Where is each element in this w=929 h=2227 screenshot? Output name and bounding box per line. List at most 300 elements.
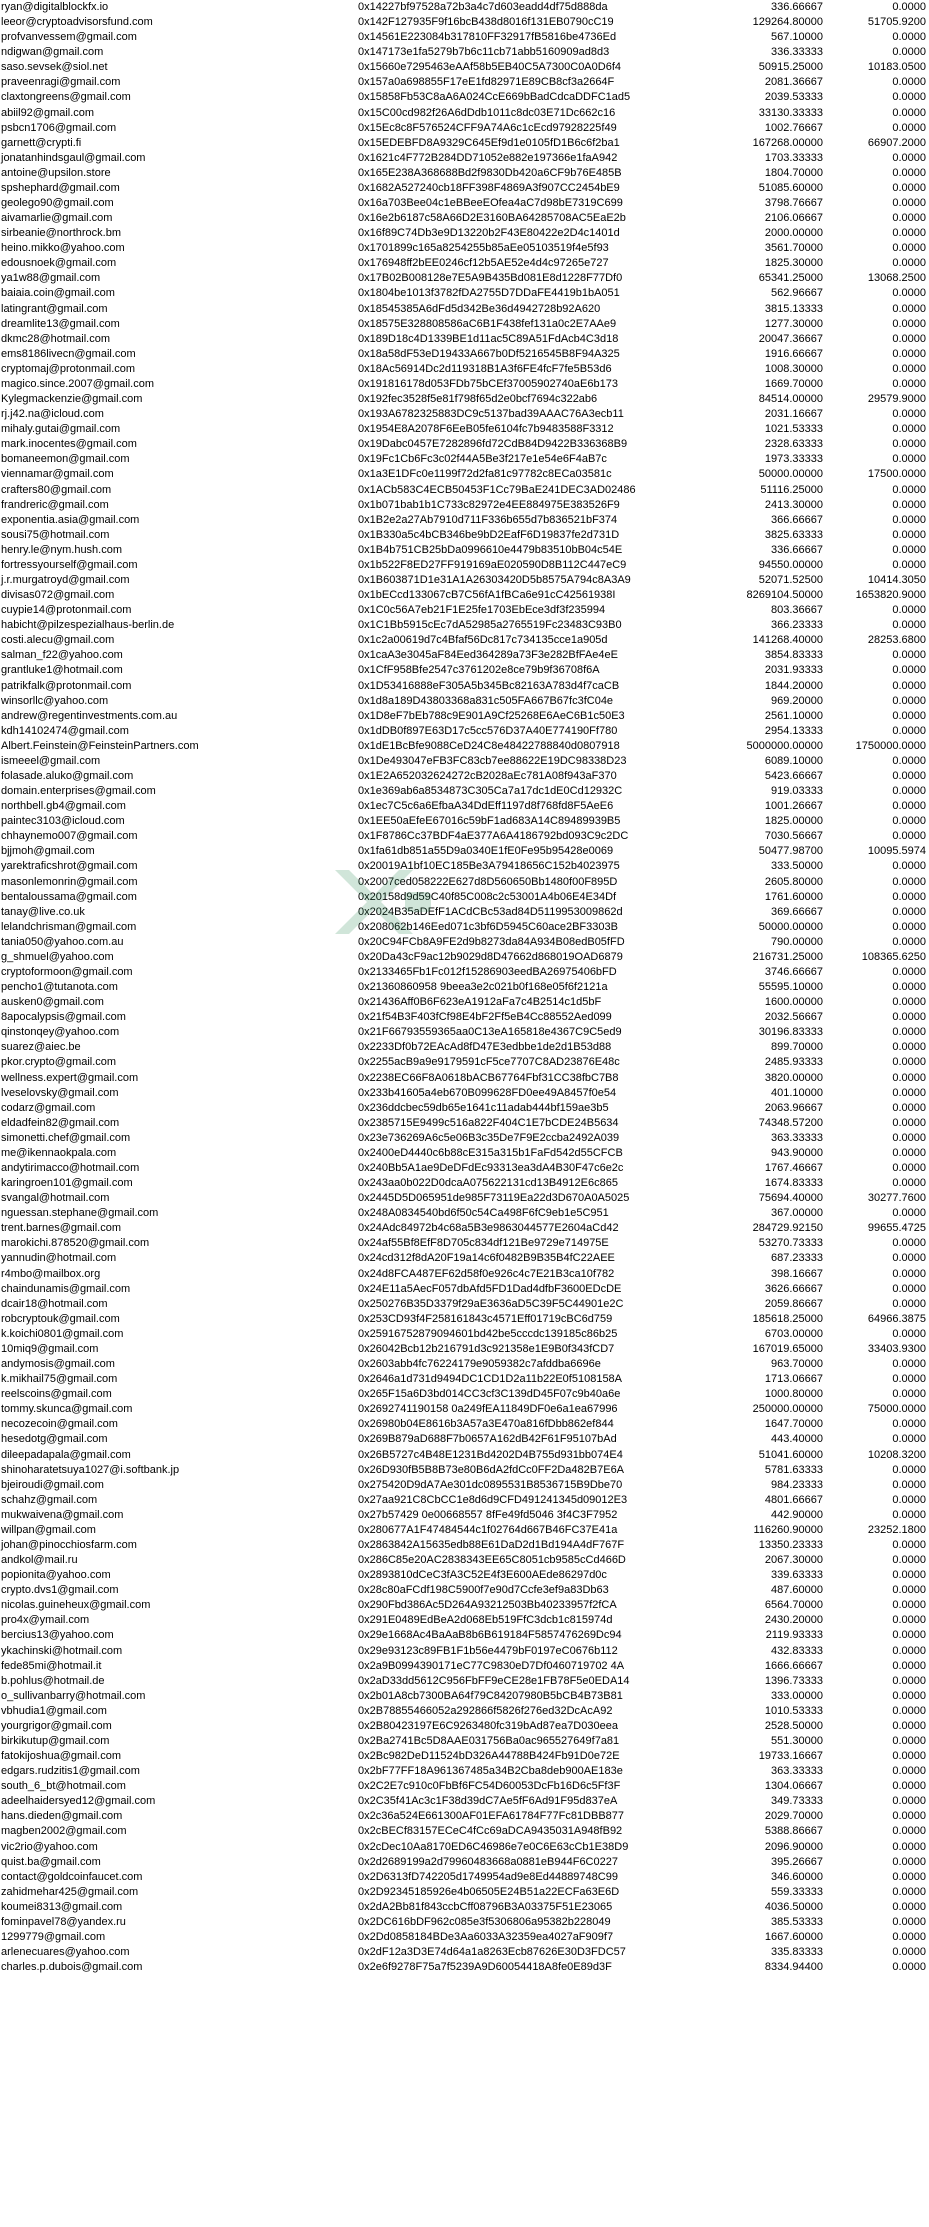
balance-cell: 6089.10000 [764,754,823,767]
email-cell: mihaly.gutai@gmail.com [1,423,121,436]
allocation-cell: 0.0000 [892,1267,926,1280]
allocation-cell: 1653820.9000 [855,589,926,602]
email-cell: r4mbo@mailbox.org [1,1267,101,1280]
allocation-cell: 10208.3200 [867,1448,926,1461]
allocation-cell: 0.0000 [892,151,926,164]
table-row [0,332,929,347]
balance-cell: 1304.06667 [764,1780,823,1793]
allocation-cell: 0.0000 [892,513,926,526]
email-cell: fatokijoshua@gmail.com [1,1750,121,1763]
table-row [0,528,929,543]
balance-cell: 20047.36667 [758,332,823,345]
email-cell: northbell.gb4@gmail.com [1,800,126,813]
wallet-address-cell: 0x275420D9dA7Ae301dc0895531B8536715B9Dbe70 [358,1478,623,1491]
table-row [0,15,929,30]
wallet-address-cell: 0x18a58dF53eD19433A667b0Df5216545B8F94A325 [358,347,620,360]
wallet-address-cell: 0x1EE50aEfeE67016c59bF1ad683A14C89489939B5 [358,815,621,828]
allocation-cell: 28253.6800 [867,634,926,647]
balance-cell: 6564.70000 [764,1599,823,1612]
wallet-address-cell: 0x1D8eF7bEb788c9E901A9Cf25268E6AeC6B1c50E3 [358,709,625,722]
wallet-address-cell: 0x269B879aD688F7b0657A162dB42F61F95107bAd [358,1433,617,1446]
table-row [0,1915,929,1930]
allocation-cell: 0.0000 [892,1463,926,1476]
wallet-address-cell: 0x2D92345185926e4b06505E24B51a22ECFa63E6D [358,1885,620,1898]
email-cell: patrikfalk@protonmail.com [1,679,132,692]
table-row [0,769,929,784]
email-cell: praveenragi@gmail.com [1,76,121,89]
email-cell: heino.mikko@yahoo.com [1,242,125,255]
table-row [0,618,929,633]
allocation-cell: 108365.6250 [861,950,926,963]
wallet-address-cell: 0x157a0a698855F17eE1fd82971E89CB8cf3a2664F [358,76,615,89]
allocation-cell: 64966.3875 [867,1312,926,1325]
balance-cell: 129264.80000 [752,16,823,29]
table-row [0,1689,929,1704]
balance-cell: 216731.25000 [752,950,823,963]
email-cell: hesedotg@gmail.com [1,1433,108,1446]
table-row [0,347,929,362]
allocation-cell: 0.0000 [892,287,926,300]
wallet-address-cell: 0x20019A1bf10EC185Be3A79418656C152b4023975 [358,860,620,873]
allocation-cell: 0.0000 [892,121,926,134]
table-row [0,1251,929,1266]
allocation-cell: 0.0000 [892,1734,926,1747]
balance-cell: 443.40000 [771,1433,823,1446]
wallet-address-cell: 0x26D930fB5B8B73e80B6dA2fdCc0FF2Da482B7E6A [358,1463,625,1476]
wallet-address-cell: 0x192fec3528f5e81f798f65d2e0bcf7694c322ab6 [358,393,598,406]
table-row [0,1086,929,1101]
balance-cell: 2059.86667 [764,1297,823,1310]
email-cell: popionita@yahoo.com [1,1569,111,1582]
allocation-cell: 0.0000 [892,166,926,179]
table-row [0,181,929,196]
balance-cell: 487.60000 [771,1584,823,1597]
wallet-address-cell: 0x1dDB0f897E63D17c5cc576D37A40E774190Ff780 [358,724,618,737]
balance-cell: 1010.53333 [764,1704,823,1717]
wallet-address-cell: 0x1De493047eFB3FC83cb7ee88622E19DC98338D23 [358,754,627,767]
wallet-address-cell: 0x17B02B008128e7E5A9B435Bd081E8d1228F77Df0 [358,272,623,285]
allocation-cell: 0.0000 [892,362,926,375]
email-cell: andkol@mail.ru [1,1554,78,1567]
balance-cell: 2029.70000 [764,1810,823,1823]
allocation-cell: 0.0000 [892,966,926,978]
email-cell: vic2rio@yahoo.com [1,1840,98,1853]
table-row [0,30,929,45]
email-cell: jonatanhindsgaul@gmail.com [1,151,146,164]
table-row [0,950,929,965]
allocation-cell: 0.0000 [892,498,926,511]
balance-cell: 50000.00000 [758,468,823,481]
allocation-cell: 0.0000 [892,1508,926,1521]
wallet-address-cell: 0x1E2A652032624272cB2028aEc781A08f943aF370 [358,769,617,782]
email-cell: latingrant@gmail.com [1,302,108,315]
wallet-address-cell: 0x1C0c56A7eb21F1E25fe1703EbEce3df3f235994 [358,604,606,617]
wallet-address-cell: 0x21F66793559365aa0C13eA165818e4367C9C5ed9 [358,1026,622,1039]
balance-cell: 50477.98700 [758,845,823,858]
wallet-address-cell: 0x2cBECf83157ECeC4fCc69aDCA9435031A948fB92 [358,1825,623,1838]
balance-cell: 13350.23333 [758,1538,823,1551]
email-cell: codarz@gmail.com [1,1101,96,1114]
balance-cell: 363.33333 [771,1131,823,1144]
balance-cell: 1767.46667 [764,1162,823,1175]
balance-cell: 2119.93333 [765,1629,823,1642]
balance-cell: 4801.66667 [764,1493,823,1506]
email-cell: trent.barnes@gmail.com [1,1222,121,1235]
table-row [0,75,929,90]
allocation-cell: 33403.9300 [867,1342,926,1355]
allocation-cell: 0.0000 [892,785,926,798]
balance-cell: 3626.66667 [764,1282,823,1295]
table-row [0,890,929,905]
allocation-cell: 0.0000 [892,1614,926,1627]
wallet-address-cell: 0x20158d9d59C40f85C008c2c53001A4b06E4E34Df [358,890,617,903]
table-row [0,1357,929,1372]
wallet-address-cell: 0x19Fc1Cb6Fc3c02f44A5Be3f217e1e54e6F4aB7c [358,453,607,466]
table-row [0,1417,929,1432]
email-cell: quist.ba@gmail.com [1,1855,101,1868]
email-cell: geolego90@gmail.com [1,197,114,210]
table-row [0,1764,929,1779]
allocation-cell: 0.0000 [892,1554,926,1567]
allocation-cell: 0.0000 [892,317,926,330]
table-row [0,513,929,528]
table-row [0,558,929,573]
table-row [0,1538,929,1553]
balance-cell: 369.66667 [771,905,823,918]
allocation-cell: 0.0000 [892,1931,926,1943]
email-cell: arlenecuares@yahoo.com [1,1946,130,1959]
email-cell: rj.j42.na@icloud.com [1,408,104,421]
table-row [0,1628,929,1643]
email-cell: mark.inocentes@gmail.com [1,438,137,451]
email-cell: henry.le@nym.hush.com [1,543,123,556]
email-cell: habicht@pilzespezialhaus-berlin.de [1,619,175,632]
wallet-address-cell: 0x15EDEBFD8A9329C645Ef9d1e0105fD1B6c6f2ba1 [358,136,620,149]
table-row [0,407,929,422]
email-cell: j.r.murgatroyd@gmail.com [1,573,130,586]
wallet-address-cell: 0x142F127935F9f16bcB438d8016f131EB0790cC19 [358,16,614,29]
wallet-address-cell: 0x1e369ab6a8534873C305Ca7a17dc1dE0Cd12932C [358,785,623,798]
email-cell: ems8186livecn@gmail.com [1,347,136,360]
allocation-cell: 0.0000 [892,227,926,240]
table-row [0,754,929,769]
balance-cell: 899.70000 [771,1041,823,1054]
table-row [0,1598,929,1613]
wallet-address-cell: 0x236ddcbec59db65e1641c11adab444bf159ae3b5 [358,1101,609,1114]
balance-cell: 943.90000 [771,1146,823,1159]
table-row [0,1734,929,1749]
email-cell: abiil92@gmail.com [1,106,95,119]
wallet-address-cell: 0x1804be1013f3782fDA2755D7DDaFE4419b1bA051 [358,287,620,300]
wallet-address-cell: 0x2400eD4440c6b88cE315a315b1FaFd542d55CFCB [358,1146,623,1159]
wallet-address-cell: 0x250276B35D3379f29aE3636aD5C39F5C44901e2C [358,1297,624,1310]
email-cell: pro4x@ymail.com [1,1614,90,1627]
wallet-address-cell: 0x1C1Bb5915cEc7dA52985a2765519Fc23483C93B0 [358,619,622,632]
allocation-cell: 0.0000 [892,875,926,888]
allocation-cell: 0.0000 [892,438,926,451]
allocation-cell: 0.0000 [892,1885,926,1898]
email-cell: bjeiroudi@gmail.com [1,1478,104,1491]
table-row [0,1387,929,1402]
email-cell: sirbeanie@northrock.bm [1,227,121,240]
wallet-address-cell: 0x25916752879094601bd42be5cccdc139185c86b25 [358,1327,618,1340]
balance-cell: 2954.13333 [764,724,823,737]
wallet-address-cell: 0x15Ec8c8F576524CFF9A74A6c1cEcd97928225f49 [358,121,617,134]
wallet-address-cell: 0x24E11a5AecF057dbAfd5FD1Dad4dfbF3600EDcDE [358,1282,622,1295]
balance-cell: 363.33333 [771,1765,823,1778]
email-cell: chaindunamis@gmail.com [1,1282,131,1295]
allocation-cell: 0.0000 [892,106,926,119]
allocation-cell: 75000.0000 [867,1403,926,1416]
table-row [0,196,929,211]
balance-cell: 687.23333 [771,1252,823,1265]
allocation-cell: 0.0000 [892,1900,926,1913]
wallet-address-cell: 0x1B330a5c4bCB346be9bD2EafF6D19837fe2d731D [358,528,620,541]
table-row [0,1659,929,1674]
table-row [0,1749,929,1764]
allocation-cell: 0.0000 [892,1840,926,1853]
table-row [0,1674,929,1689]
wallet-address-cell: 0x208062b146Eed071c3bf6D5945C60ace2BF3303B [358,920,618,933]
allocation-cell: 0.0000 [892,1252,926,1265]
email-cell: salman_f22@yahoo.com [1,649,123,662]
email-cell: 10miq9@gmail.com [1,1342,99,1355]
wallet-address-cell: 0x26042Bcb12b216791d3c921358e1E9B0f343fCD7 [358,1342,615,1355]
table-row [0,1493,929,1508]
balance-cell: 4036.50000 [764,1900,823,1913]
balance-cell: 51116.25000 [760,483,823,496]
allocation-cell: 0.0000 [892,302,926,315]
allocation-cell: 99655.4725 [867,1222,926,1235]
balance-cell: 2413.30000 [764,498,823,511]
email-cell: cuypie14@protonmail.com [1,604,132,617]
table-row [0,1583,929,1598]
balance-cell: 50000.00000 [758,920,823,933]
wallet-address-cell: 0x191816178d053FDb75bCEf37005902740aE6b173 [358,377,618,390]
email-cell: dileepadapala@gmail.com [1,1448,131,1461]
balance-cell: 5423.66667 [764,769,823,782]
wallet-address-cell: 0x2445D5D065951de985F73119Ea22d3D670A0A5025 [358,1192,630,1205]
email-cell: tania050@yahoo.com.au [1,935,124,948]
allocation-cell: 1750000.0000 [855,739,926,752]
wallet-address-cell: 0x29e1668Ac4BaAaB8b6B619184F5857476269Dc94 [358,1629,622,1642]
table-row [0,1267,929,1282]
wallet-address-cell: 0x248A0834540bd6f50c54Ca498F6fC9eb1e5C951 [358,1207,609,1220]
allocation-cell: 0.0000 [892,1146,926,1159]
balance-cell: 5388.86667 [764,1825,823,1838]
table-row [0,211,929,226]
wallet-address-cell: 0x18545385A6dFd5d342Be36d4942728b92A620 [358,302,601,315]
allocation-cell: 0.0000 [892,1418,926,1431]
wallet-address-cell: 0x1fa61db851a55D9a0340E1fE0Fe95b95428e0069 [358,845,614,858]
email-cell: nguessan.stephane@gmail.com [1,1207,159,1220]
email-cell: mukwaivena@gmail.com [1,1508,124,1521]
table-row [0,648,929,663]
allocation-cell: 13068.2500 [867,272,926,285]
wallet-address-cell: 0x16e2b6187c58A66D2E3160BA64285708AC5EaE2b [358,212,626,225]
balance-cell: 2063.96667 [764,1101,823,1114]
allocation-cell: 0.0000 [892,1478,926,1491]
email-cell: zahidmehar425@gmail.com [1,1885,139,1898]
email-cell: baiaia.coin@gmail.com [1,287,115,300]
wallet-address-cell: 0x2B80423197E6C9263480fc319bAd87ea7D030eea [358,1719,618,1732]
balance-cell: 366.66667 [771,513,823,526]
allocation-cell: 0.0000 [892,181,926,194]
allocation-cell: 0.0000 [892,1599,926,1612]
table-row [0,784,929,799]
wallet-address-cell: 0x1c2a00619d7c4Bfaf56Dc817c734135cce1a905d [358,634,608,647]
balance-cell: 6703.00000 [764,1327,823,1340]
email-cell: andrew@regentinvestments.com.au [1,709,178,722]
balance-cell: 94550.00000 [758,558,823,571]
balance-cell: 1973.33333 [764,453,823,466]
wallet-address-cell: 0x165E238A368688Bd2f9830Db420a6CF9b76E485B [358,166,622,179]
email-cell: chhaynemo007@gmail.com [1,830,138,843]
allocation-cell: 0.0000 [892,920,926,933]
wallet-address-cell: 0x1d8a189D43803368a831c505FA667B67fc3fC04e [358,694,614,707]
allocation-cell: 0.0000 [892,1719,926,1732]
allocation-cell: 0.0000 [892,46,926,59]
balance-cell: 346.60000 [771,1870,823,1883]
allocation-cell: 0.0000 [892,1177,926,1190]
email-cell: wellness.expert@gmail.com [1,1071,139,1084]
balance-cell: 3820.00000 [764,1071,823,1084]
table-row [0,1523,929,1538]
balance-cell: 442.90000 [771,1508,823,1521]
wallet-address-cell: 0x2bF77FF18A961367485a34B2Cba8deb900AE183e [358,1765,623,1778]
allocation-cell: 0.0000 [892,1056,926,1069]
balance-cell: 65341.25000 [758,272,823,285]
balance-cell: 567.10000 [771,31,823,44]
allocation-cell: 0.0000 [892,1041,926,1054]
allocation-cell: 0.0000 [892,1,926,13]
balance-cell: 30196.83333 [758,1026,823,1039]
balance-cell: 432.83333 [771,1644,823,1657]
allocation-cell: 0.0000 [892,1765,926,1778]
balance-cell: 398.16667 [771,1267,823,1280]
allocation-cell: 0.0000 [892,423,926,436]
allocation-cell: 0.0000 [892,1946,926,1959]
table-row [0,1236,929,1251]
email-cell: viennamar@gmail.com [1,468,114,481]
wallet-address-cell: 0x2cDec10Aa8170ED6C46986e7e0C6E63cCb1E38D9 [358,1840,629,1853]
table-row [0,452,929,467]
allocation-cell: 0.0000 [892,1674,926,1687]
balance-cell: 385.53333 [771,1915,823,1928]
balance-cell: 1277.30000 [764,317,823,330]
balance-cell: 349.73333 [771,1795,823,1808]
allocation-cell: 0.0000 [892,1358,926,1371]
balance-cell: 1600.00000 [764,996,823,1009]
allocation-cell: 0.0000 [892,860,926,873]
allocation-cell: 0.0000 [892,528,926,541]
allocation-cell: 0.0000 [892,1011,926,1024]
email-cell: spshephard@gmail.com [1,181,120,194]
email-cell: bomaneemon@gmail.com [1,453,130,466]
wallet-address-cell: 0x1621c4F772B284DD71052e882e197366e1faA942 [358,151,618,164]
email-cell: contact@goldcoinfaucet.com [1,1870,143,1883]
table-row [0,543,929,558]
balance-cell: 3854.83333 [764,649,823,662]
table-row [0,1508,929,1523]
email-cell: reelscoins@gmail.com [1,1388,112,1401]
table-row [0,1613,929,1628]
table-row [0,1161,929,1176]
email-cell: necozecoin@gmail.com [1,1418,118,1431]
wallet-address-cell: 0x15660e7295463eAAf58b5EB40C5A7300C0A0D6f4 [358,61,621,74]
email-cell: johan@pinocchiosfarm.com [1,1538,137,1551]
email-cell: nicolas.guineheux@gmail.com [1,1599,151,1612]
email-cell: winsorllc@yahoo.com [1,694,109,707]
wallet-address-cell: 0x2DC616bDF962c085e3f5306806a95382b228049 [358,1915,611,1928]
table-row [0,1960,929,1975]
table-row [0,1010,929,1025]
allocation-cell: 0.0000 [892,332,926,345]
table-row [0,588,929,603]
balance-cell: 1396.73333 [764,1674,823,1687]
table-row [0,226,929,241]
allocation-cell: 0.0000 [892,1237,926,1250]
allocation-cell: 0.0000 [892,1162,926,1175]
allocation-cell: 0.0000 [892,1086,926,1099]
allocation-cell: 0.0000 [892,935,926,948]
table-row [0,859,929,874]
wallet-address-cell: 0x1a3E1DFc0e1199f72d2fa81c97782c8ECa03581c [358,468,612,481]
wallet-address-cell: 0x16a703Bee04c1eBBeeEOfea4aC7d98bE7319C699 [358,197,623,210]
allocation-cell: 0.0000 [892,197,926,210]
wallet-address-cell: 0x233b41605a4eb670B099628FD0ee49A8457f0e54 [358,1086,617,1099]
email-cell: Albert.Feinstein@FeinsteinPartners.com [1,739,199,752]
allocation-cell: 0.0000 [892,649,926,662]
allocation-cell: 0.0000 [892,483,926,496]
wallet-address-cell: 0x19Dabc0457E7282896fd72CdB84D9422B336368B9 [358,438,628,451]
table-row [0,106,929,121]
allocation-cell: 0.0000 [892,996,926,1009]
allocation-cell: 0.0000 [892,1373,926,1386]
balance-cell: 1703.33333 [764,151,823,164]
balance-cell: 1916.66667 [764,347,823,360]
email-cell: garnett@crypti.fi [1,136,82,149]
email-cell: crypto.dvs1@gmail.com [1,1584,119,1597]
allocation-cell: 17500.0000 [867,468,926,481]
email-cell: qinstonqey@yahoo.com [1,1026,120,1039]
email-cell: dkmc28@hotmail.com [1,332,110,345]
email-cell: ndigwan@gmail.com [1,46,104,59]
wallet-address-cell: 0x24Adc84972b4c68a5B3e9863044577E2604aCd42 [358,1222,619,1235]
allocation-cell: 0.0000 [892,1659,926,1672]
balance-cell: 51085.60000 [758,181,823,194]
allocation-cell: 0.0000 [892,1629,926,1642]
allocation-cell: 0.0000 [892,1569,926,1582]
table-row [0,1146,929,1161]
wallet-address-cell: 0x2255acB9a9e9179591cF5ce7707C8AD23876E48c [358,1056,620,1069]
balance-cell: 2081.36667 [764,76,823,89]
wallet-address-cell: 0x14561E223084b317810FF32917fB5816be4736Ed [358,31,617,44]
allocation-cell: 0.0000 [892,724,926,737]
table-row [0,1885,929,1900]
table-row [0,1432,929,1447]
table-row [0,1855,929,1870]
table-row [0,241,929,256]
balance-cell: 1844.20000 [764,679,823,692]
allocation-cell: 0.0000 [892,91,926,104]
table-row [0,166,929,181]
balance-cell: 1825.00000 [764,815,823,828]
table-row [0,905,929,920]
table-row [0,799,929,814]
allocation-cell: 0.0000 [892,1297,926,1310]
balance-cell: 2430.20000 [764,1614,823,1627]
